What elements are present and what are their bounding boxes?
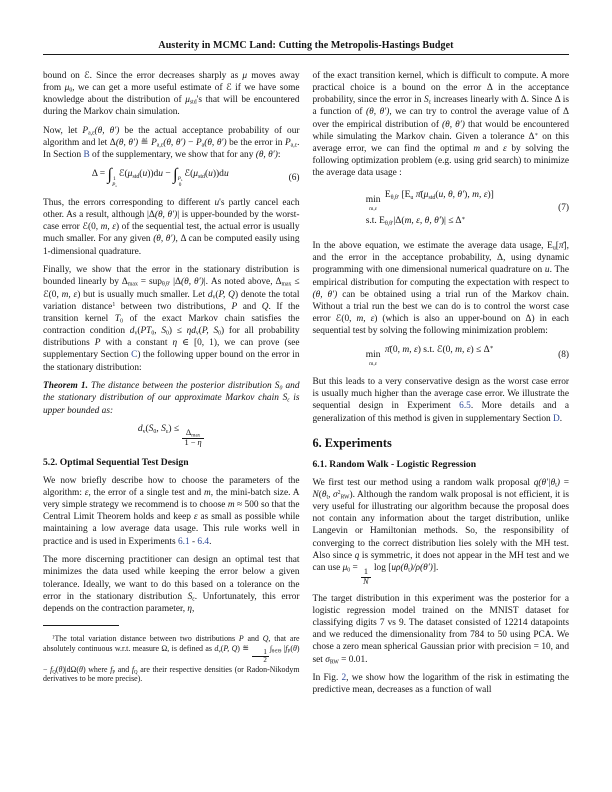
paper-title: Austerity in MCMC Land: Cutting the Metropolis-Hastings Budget bbox=[158, 40, 454, 51]
equation-body bbox=[313, 186, 548, 231]
fraction: $\frac{1}{N}$ bbox=[363, 566, 369, 586]
equation-body: min m,ε π̄(0, m, ε) s.t. ℰ(0, m, ε) ≤ Δ∗ bbox=[365, 344, 494, 367]
equation-number: (6) bbox=[288, 172, 300, 183]
equation-7 bbox=[313, 186, 570, 231]
paragraph: The more discerning practitioner can design an optimal test that minimizes the data used while keeping the error below a given tolerance. Ideally, we want to do this based on a tolerance on the error in the stationary distribution Sε. Unfortunately, this error depends on the contraction parameter, η, bbox=[43, 555, 300, 614]
paragraph: In the above equation, we estimate the average data usage, Eu[π̄], and the error in the acceptance probability, Δ, using dynamic programming with one dimensional numerical quadrature on u. The empirical distribution for computing the expectation with respect to (θ, θ′) can be obtained using a trial run of the Markov chain. Without a trial run the best we can do is to control the worst case error ℰ(0, m, ε) (which is also an upper-bound on Δ) in each sequential test by solving the following minimization problem: bbox=[312, 241, 570, 337]
equation-body: dv(S0, Sε) ≤ $\frac{\Delta\max}{1 - \eta}$ bbox=[137, 424, 202, 448]
equation-body: Δ = ∫ 1 Pa ℰ(μstd(u))du − ∫ Pa 0 ℰ(μstd(u))du bbox=[91, 164, 229, 188]
paragraph: Now, let Pa,ε(θ, θ′) be the actual acceptance probability of our algorithm and let Δ(θ, θ′) ≝ Pa,ε(θ, θ′) − Pa(θ, θ′) be the error in Pa,ε. In Section B of the supplementary, we show that for any (θ, θ′): bbox=[43, 126, 300, 161]
column-left bbox=[43, 70, 300, 696]
theorem-label: Theorem 1. bbox=[43, 381, 88, 392]
ref-link[interactable]: C bbox=[131, 350, 138, 361]
paragraph: of the exact transition kernel, which is difficult to compute. A more practical choice is a bound on the error Δ in the acceptance probability, since the error in Sε increases linearly with Δ. Since Δ is a function of (θ, θ′), we can try to control the average value of Δ over the empirical distribution of (θ, θ′) that would be encountered while simulating the Markov chain. Given a tolerance Δ∗ on this average error, we can find the optimal m and ε by solving the following optimization problem (e.g. using grid search) to minimize the average data usage : bbox=[312, 71, 570, 179]
ref-link[interactable]: B bbox=[83, 150, 90, 161]
ref-link[interactable]: 6.4 bbox=[197, 536, 210, 547]
paragraph: bound on ℰ. Since the error decreases sharply as μ moves away from μ0, we can get a more useful estimate of ℰ if we have some knowledge about the distribution of μstd's that will be encountered during the Markov chain simulation. bbox=[43, 71, 300, 118]
column-right bbox=[313, 70, 570, 696]
fraction: $\frac{1}{2}$ bbox=[252, 649, 268, 665]
paragraph: But this leads to a very conservative design as the worst case error is usually much higher than the average case error. We illustrate the sequential design in Experiment 6.5. More details and a generalization of this method is given in supplementary Section D. bbox=[312, 377, 569, 424]
equation-line: s.t. Eθ,θ′|Δ(m, ε, θ, θ′)| ≤ Δ∗ bbox=[365, 216, 466, 227]
theorem-1 bbox=[43, 380, 300, 416]
footnote: $^1$The total variation distance between two distributions P and Q, that are absolutely continuous w.r.t. measure Ω, is defined as dv(P, Q) ≝ $\frac{1}{2}$ ∫θ∈Θ |fP(θ) − fQ(θ)|dΩ(θ) where fP and fQ are their respective densities (or Radon-Nikodym derivatives to be more precise). bbox=[43, 633, 300, 684]
ref-link[interactable]: 6.5 bbox=[459, 401, 471, 412]
theorem-body: The distance between the posterior distribution S0 and the stationary distribution of our approximate Markov chain Sε is upper bounded as: bbox=[43, 381, 300, 416]
equation-8 bbox=[313, 344, 570, 367]
footnote-rule bbox=[43, 625, 119, 626]
paragraph: Finally, we show that the error in the stationary distribution is bounded linearly by Δmax = supθ,θ′ |Δ(θ, θ′)|. As noted above, Δmax ≤ ℰ(0, m, ε) but is usually much smaller. Let dv(P, Q) denote the total variation distance$^1$ between two distributions, P and Q. If the transition kernel T0 of the exact Markov chain satisfies the contraction condition dv(PT0, S0) ≤ ηdv(P, S0) for all probability distributions P with a constant η ∈ [0, 1), we can prove (see supplementary Section C) the following upper bound on the error in the stationary distribution: bbox=[43, 265, 300, 373]
section-heading-6: 6. Experiments bbox=[312, 435, 392, 450]
equation-number: (7) bbox=[558, 203, 569, 214]
ref-link[interactable]: 6.1 bbox=[177, 536, 190, 547]
subsection-heading-61: 6.1. Random Walk - Logistic Regression bbox=[312, 458, 477, 470]
paragraph: Thus, the errors corresponding to different u's partly cancel each other. As a result, although |Δ(θ, θ′)| is upper-bounded by the worst-case error ℰ(0, m, ε) of the sequential test, the actual error is usually much smaller. For any given (θ, θ′), Δ can be computed easily using 1-dimensional quadrature. bbox=[43, 198, 300, 257]
subsection-heading-52: 5.2. Optimal Sequential Test Design bbox=[43, 456, 189, 468]
title-rule bbox=[43, 54, 569, 55]
theorem-equation bbox=[43, 423, 300, 448]
fraction: $\frac{\Delta\max}{1 - \eta}$ bbox=[184, 428, 202, 448]
equation-lines bbox=[366, 186, 494, 231]
equation-6 bbox=[43, 164, 300, 188]
paragraph: In Fig. 2, we show how the logarithm of the risk in estimating the predictive mean, decreases as a function of wall bbox=[312, 673, 569, 696]
paragraph: The target distribution in this experiment was the posterior for a logistic regression model trained on the MNIST dataset for classifying digits 7 vs 9. The dataset consisted of 12214 datapoints and we reduced the dimensionality from 784 to 50 using PCA. We chose a zero mean spherical Gaussian prior with precision = 10, and set σRW = 0.01. bbox=[312, 593, 569, 666]
ref-link[interactable]: D bbox=[553, 413, 560, 424]
paragraph: We first test our method using a random walk proposal q(θ′|θt) = N(θt, $\sigma^2RW$). Although the random walk proposal is not efficient, it is very useful for illustrating our algorithm because the proposal does not contain any information about the target distribution, unlike Langevin or Hamiltonian methods. So, the responsibility of converging to the correct distribution lies solely with the MH test. Also since q is symmetric, it does not appear in the MH test and we can use μ0 = $\frac{1}{N}$ log [uρ(θt)/ρ(θ′)]. bbox=[312, 477, 570, 586]
equation-line: min m,ε Eθ,θ′ [Eu π̄(μstd(u, θ, θ′), m, ε)] bbox=[365, 189, 494, 212]
equation-number: (8) bbox=[558, 350, 569, 360]
two-column-body bbox=[43, 70, 569, 696]
paragraph: We now briefly describe how to choose the parameters of the algorithm: ε, the error of a single test and m, the mini-batch size. A very simple strategy we recommend is to choose m ≈ 500 so that the Central Limit Theorem holds and keep ε as small as possible while maintaining a low average data usage. This rule works well in practice and is used in Experiments 6.1 - 6.4. bbox=[43, 475, 300, 547]
ref-link[interactable]: 2 bbox=[341, 673, 347, 684]
